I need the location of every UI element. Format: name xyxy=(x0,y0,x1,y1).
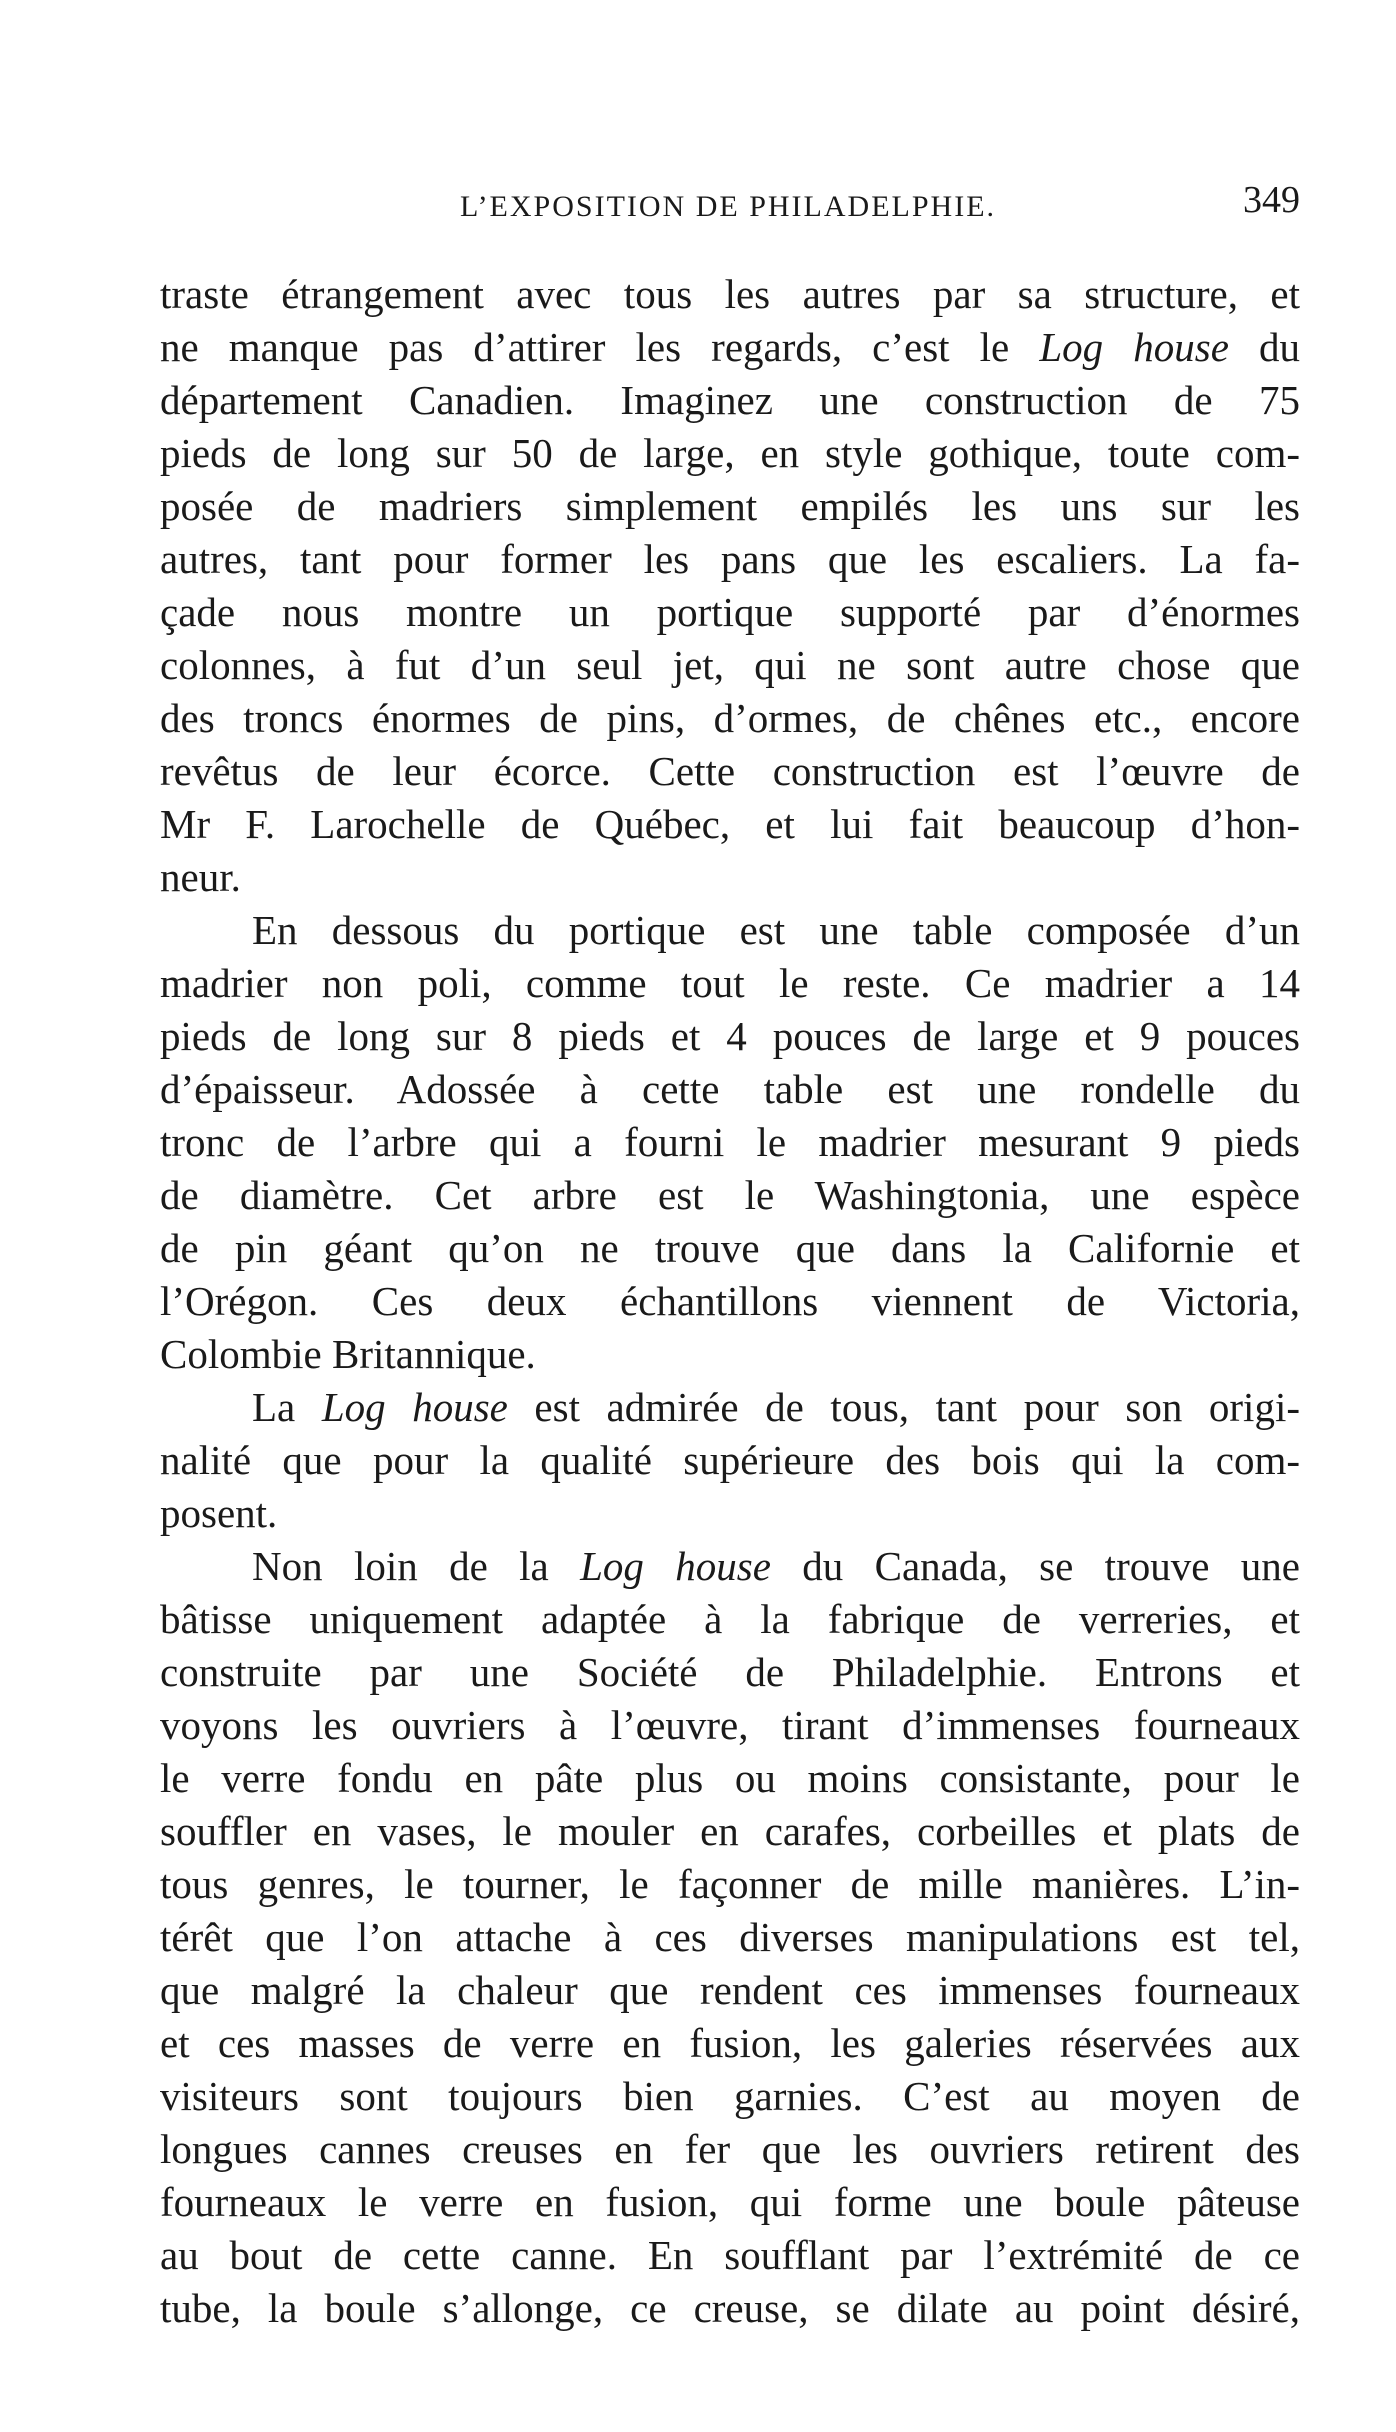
running-title: L’EXPOSITION DE PHILADELPHIE. xyxy=(460,190,997,223)
text-line: l’Orégon. Ces deux échantillons viennent de Victoria, xyxy=(160,1278,1300,1324)
text-line: et ces masses de verre en fusion, les galeries réservées aux xyxy=(160,2020,1300,2066)
text-line: posée de madriers simplement empilés les uns sur les xyxy=(160,483,1300,529)
text-line: tous genres, le tourner, le façonner de mille manières. L’in- xyxy=(160,1861,1300,1907)
text-line: bâtisse uniquement adaptée à la fabrique de verreries, et xyxy=(160,1596,1300,1642)
italic-term: Log house xyxy=(1039,324,1229,370)
text-line: tube, la boule s’allonge, ce creuse, se dilate au point désiré, xyxy=(160,2285,1300,2331)
text-line: La Log house est admirée de tous, tant pour son origi- xyxy=(252,1384,1300,1430)
text-line: tronc de l’arbre qui a fourni le madrier mesurant 9 pieds xyxy=(160,1119,1300,1165)
paragraph-table xyxy=(160,904,1300,1381)
text-line: souffler en vases, le mouler en carafes, corbeilles et plats de xyxy=(160,1808,1300,1854)
text-line: revêtus de leur écorce. Cette construction est l’œuvre de xyxy=(160,748,1300,794)
text-line: au bout de cette canne. En soufflant par l’extrémité de ce xyxy=(160,2232,1300,2278)
text-line: autres, tant pour former les pans que les escaliers. La fa- xyxy=(160,536,1300,582)
text-line: madrier non poli, comme tout le reste. Ce madrier a 14 xyxy=(160,960,1300,1006)
italic-term: Log house xyxy=(580,1543,771,1589)
text-line: posent. xyxy=(160,1490,278,1536)
text-line: le verre fondu en pâte plus ou moins consistante, pour le xyxy=(160,1755,1300,1801)
text-line: En dessous du portique est une table composée d’un xyxy=(252,907,1300,953)
paragraph-glassworks xyxy=(160,1540,1300,2335)
text-line: construite par une Société de Philadelphie. Entrons et xyxy=(160,1649,1300,1695)
text-line: çade nous montre un portique supporté par d’énormes xyxy=(160,589,1300,635)
text-line: pieds de long sur 50 de large, en style gothique, toute com- xyxy=(160,430,1300,476)
text-line: Colombie Britannique. xyxy=(160,1331,536,1377)
text-line: térêt que l’on attache à ces diverses manipulations est tel, xyxy=(160,1914,1300,1960)
text-line: de pin géant qu’on ne trouve que dans la Californie et xyxy=(160,1225,1300,1271)
text-line: fourneaux le verre en fusion, qui forme une boule pâteuse xyxy=(160,2179,1300,2225)
text-line: traste étrangement avec tous les autres par sa structure, et xyxy=(160,271,1300,317)
page-number: 349 xyxy=(1243,179,1300,221)
paragraph-admiration xyxy=(160,1381,1300,1540)
text-line: visiteurs sont toujours bien garnies. C’est au moyen de xyxy=(160,2073,1300,2119)
text-line: d’épaisseur. Adossée à cette table est une rondelle du xyxy=(160,1066,1300,1112)
page-header xyxy=(160,172,1300,232)
text-line: nalité que pour la qualité supérieure des bois qui la com- xyxy=(160,1437,1300,1483)
body-text xyxy=(160,268,1300,2335)
text-line: pieds de long sur 8 pieds et 4 pouces de large et 9 pouces xyxy=(160,1013,1300,1059)
text-line: colonnes, à fut d’un seul jet, qui ne sont autre chose que xyxy=(160,642,1300,688)
text-line: des troncs énormes de pins, d’ormes, de chênes etc., encore xyxy=(160,695,1300,741)
text-line: neur. xyxy=(160,854,241,900)
text-line: département Canadien. Imaginez une construction de 75 xyxy=(160,377,1300,423)
paragraph-log-house xyxy=(160,268,1300,904)
text-line: voyons les ouvriers à l’œuvre, tirant d’immenses fourneaux xyxy=(160,1702,1300,1748)
text-line: ne manque pas d’attirer les regards, c’est le Log house du xyxy=(160,324,1300,370)
text-line: Mr F. Larochelle de Québec, et lui fait beaucoup d’hon- xyxy=(160,801,1300,847)
text-line: que malgré la chaleur que rendent ces immenses fourneaux xyxy=(160,1967,1300,2013)
italic-term: Log house xyxy=(321,1384,508,1430)
text-line: de diamètre. Cet arbre est le Washingtonia, une espèce xyxy=(160,1172,1300,1218)
text-line: longues cannes creuses en fer que les ouvriers retirent des xyxy=(160,2126,1300,2172)
text-line: Non loin de la Log house du Canada, se trouve une xyxy=(252,1543,1300,1589)
